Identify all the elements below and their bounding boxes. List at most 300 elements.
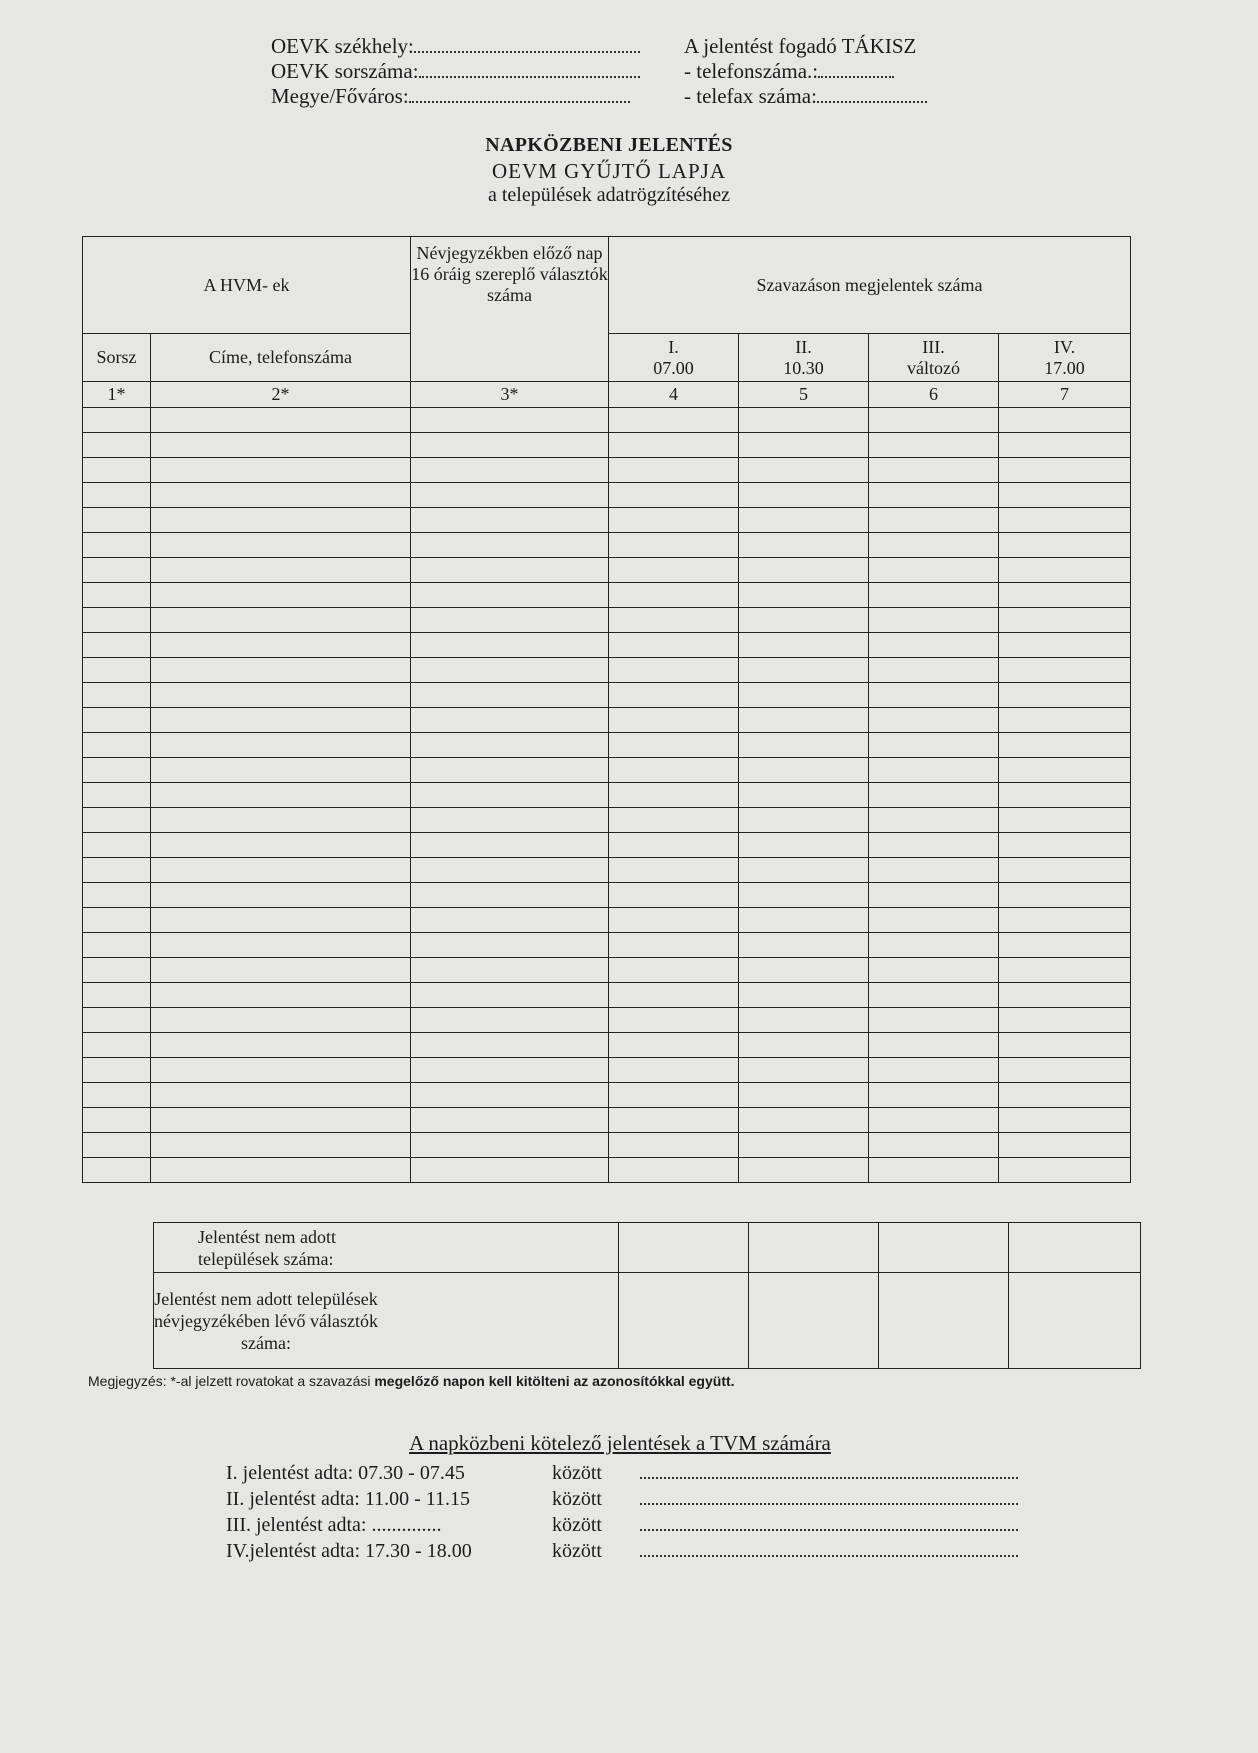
column-number-row — [83, 382, 1131, 408]
table-cell[interactable] — [609, 983, 739, 1008]
table-cell[interactable] — [411, 508, 609, 533]
table-cell[interactable] — [869, 458, 999, 483]
table-cell[interactable] — [411, 1083, 609, 1108]
period-3-header — [869, 334, 999, 382]
table-cell[interactable] — [151, 1108, 411, 1133]
table-cell[interactable] — [609, 433, 739, 458]
table-cell[interactable] — [151, 983, 411, 1008]
table-cell[interactable] — [609, 833, 739, 858]
table-cell[interactable] — [609, 533, 739, 558]
table-cell[interactable] — [999, 458, 1131, 483]
table-cell[interactable] — [609, 458, 739, 483]
table-cell[interactable] — [411, 1133, 609, 1158]
table-cell[interactable] — [151, 783, 411, 808]
table-row — [83, 1108, 1131, 1133]
table-cell[interactable] — [83, 483, 151, 508]
table-cell[interactable] — [869, 833, 999, 858]
tvm-title: A napközbeni kötelező jelentések a TVM számára — [409, 1431, 831, 1455]
table-cell[interactable] — [83, 1158, 151, 1183]
table-cell[interactable] — [609, 608, 739, 633]
table-row — [83, 908, 1131, 933]
table-cell[interactable] — [739, 583, 869, 608]
table-row — [83, 933, 1131, 958]
tvm-row-label: III. jelentést adta: .............. — [226, 1514, 442, 1536]
table-cell[interactable] — [411, 983, 609, 1008]
szavazason-header: Szavazáson megjelentek száma — [609, 237, 1131, 334]
tvm-list — [226, 1460, 1018, 1564]
table-cell[interactable] — [151, 758, 411, 783]
table-cell[interactable] — [411, 958, 609, 983]
table-cell[interactable] — [869, 733, 999, 758]
note-label: Megjegyzés: — [88, 1373, 167, 1389]
table-cell[interactable] — [609, 508, 739, 533]
table-cell[interactable] — [411, 933, 609, 958]
col-number: 5 — [739, 382, 869, 408]
table-cell[interactable] — [83, 1083, 151, 1108]
table-cell[interactable] — [869, 608, 999, 633]
footer-cell[interactable] — [749, 1273, 879, 1369]
table-cell[interactable] — [869, 783, 999, 808]
footer-cell[interactable] — [879, 1223, 1009, 1273]
table-cell[interactable] — [411, 733, 609, 758]
table-cell[interactable] — [609, 558, 739, 583]
col-number: 2* — [151, 382, 411, 408]
table-cell[interactable] — [999, 683, 1131, 708]
megye-label: Megye/Főváros: — [271, 84, 409, 108]
table-cell[interactable] — [83, 533, 151, 558]
table-row — [83, 708, 1131, 733]
table-cell[interactable] — [151, 608, 411, 633]
table-cell[interactable] — [739, 658, 869, 683]
table-cell[interactable] — [411, 683, 609, 708]
footer-row — [154, 1223, 1141, 1273]
oevk-szekhely-field[interactable] — [414, 50, 640, 53]
table-cell[interactable] — [609, 1058, 739, 1083]
table-cell[interactable] — [869, 1133, 999, 1158]
table-cell[interactable] — [869, 1058, 999, 1083]
table-cell[interactable] — [151, 508, 411, 533]
table-cell[interactable] — [151, 658, 411, 683]
table-cell[interactable] — [739, 983, 869, 1008]
table-cell[interactable] — [411, 708, 609, 733]
note-text: *-al jelzett rovatokat a szavazási — [170, 1373, 371, 1389]
table-cell[interactable] — [869, 533, 999, 558]
table-cell[interactable] — [609, 1133, 739, 1158]
table-row — [83, 733, 1131, 758]
table-cell[interactable] — [609, 683, 739, 708]
tvm-row — [226, 1486, 1018, 1512]
table-cell[interactable] — [999, 608, 1131, 633]
table-cell[interactable] — [609, 658, 739, 683]
table-cell[interactable] — [609, 1083, 739, 1108]
table-cell[interactable] — [411, 558, 609, 583]
table-cell[interactable] — [411, 883, 609, 908]
table-cell[interactable] — [609, 808, 739, 833]
table-cell[interactable] — [411, 833, 609, 858]
tvm-row-field[interactable] — [640, 1538, 1018, 1557]
col-number: 7 — [999, 382, 1131, 408]
table-cell[interactable] — [739, 683, 869, 708]
table-cell[interactable] — [739, 1008, 869, 1033]
table-cell[interactable] — [739, 633, 869, 658]
table-cell[interactable] — [151, 733, 411, 758]
table-cell[interactable] — [999, 483, 1131, 508]
table-cell[interactable] — [739, 1158, 869, 1183]
table-cell[interactable] — [999, 883, 1131, 908]
table-cell[interactable] — [869, 583, 999, 608]
table-cell[interactable] — [151, 1083, 411, 1108]
tvm-row — [226, 1460, 1018, 1486]
table-cell[interactable] — [999, 908, 1131, 933]
table-cell[interactable] — [151, 1133, 411, 1158]
table-cell[interactable] — [411, 633, 609, 658]
table-cell[interactable] — [151, 483, 411, 508]
table-cell[interactable] — [411, 1033, 609, 1058]
table-cell[interactable] — [411, 758, 609, 783]
telefax-field[interactable] — [817, 100, 927, 103]
table-cell[interactable] — [999, 433, 1131, 458]
table-cell[interactable] — [83, 883, 151, 908]
table-cell[interactable] — [83, 708, 151, 733]
oevk-szekhely-label: OEVK székhely: — [271, 34, 414, 58]
table-cell[interactable] — [999, 758, 1131, 783]
table-cell[interactable] — [151, 1008, 411, 1033]
table-cell[interactable] — [83, 408, 151, 433]
table-cell[interactable] — [609, 1158, 739, 1183]
table-cell[interactable] — [999, 783, 1131, 808]
footer-table — [153, 1222, 1141, 1369]
table-cell[interactable] — [151, 933, 411, 958]
table-row — [83, 583, 1131, 608]
table-row — [83, 833, 1131, 858]
hvm-header: A HVM- ek — [83, 237, 411, 334]
table-cell[interactable] — [151, 958, 411, 983]
note — [88, 1373, 735, 1389]
table-cell[interactable] — [411, 858, 609, 883]
period-time: változó — [907, 357, 960, 378]
tvm-row-label: IV.jelentést adta: 17.30 - 18.00 — [226, 1540, 472, 1562]
table-cell[interactable] — [609, 858, 739, 883]
table-cell[interactable] — [609, 408, 739, 433]
table-cell[interactable] — [739, 933, 869, 958]
table-row — [83, 1033, 1131, 1058]
table-cell[interactable] — [869, 983, 999, 1008]
tvm-row-label: II. jelentést adta: 11.00 - 11.15 — [226, 1488, 471, 1510]
table-cell[interactable] — [999, 508, 1131, 533]
table-cell[interactable] — [869, 683, 999, 708]
cime-header: Címe, telefonszáma — [151, 334, 411, 382]
telefonszama-label: - telefonszáma.: — [684, 59, 819, 83]
table-cell[interactable] — [739, 958, 869, 983]
table-cell[interactable] — [869, 558, 999, 583]
table-cell[interactable] — [739, 708, 869, 733]
col-number: 4 — [609, 382, 739, 408]
table-cell[interactable] — [83, 958, 151, 983]
table-cell[interactable] — [609, 1033, 739, 1058]
table-cell[interactable] — [739, 458, 869, 483]
table-cell[interactable] — [151, 683, 411, 708]
table-row — [83, 458, 1131, 483]
table-cell[interactable] — [609, 483, 739, 508]
table-cell[interactable] — [869, 1158, 999, 1183]
table-cell[interactable] — [999, 808, 1131, 833]
table-cell[interactable] — [609, 633, 739, 658]
table-cell[interactable] — [151, 1158, 411, 1183]
table-cell[interactable] — [83, 1033, 151, 1058]
table-cell[interactable] — [151, 583, 411, 608]
footer-cell[interactable] — [1009, 1223, 1141, 1273]
table-cell[interactable] — [999, 1008, 1131, 1033]
tvm-title-wrap — [0, 1431, 1240, 1456]
table-cell[interactable] — [609, 708, 739, 733]
oevk-sorszama-field[interactable] — [419, 75, 640, 78]
table-row — [83, 1133, 1131, 1158]
table-cell[interactable] — [609, 883, 739, 908]
table-cell[interactable] — [999, 858, 1131, 883]
table-row — [83, 1083, 1131, 1108]
table-cell[interactable] — [739, 533, 869, 558]
tvm-row-label: I. jelentést adta: 07.30 - 07.45 — [226, 1462, 465, 1484]
table-cell[interactable] — [151, 433, 411, 458]
table-cell[interactable] — [609, 783, 739, 808]
table-cell[interactable] — [411, 458, 609, 483]
table-cell[interactable] — [83, 1108, 151, 1133]
table-cell[interactable] — [739, 883, 869, 908]
table-cell[interactable] — [999, 633, 1131, 658]
table-cell[interactable] — [869, 508, 999, 533]
table-cell[interactable] — [83, 1058, 151, 1083]
table-cell[interactable] — [739, 808, 869, 833]
table-cell[interactable] — [83, 758, 151, 783]
table-row — [83, 1058, 1131, 1083]
table-cell[interactable] — [869, 1008, 999, 1033]
table-cell[interactable] — [869, 958, 999, 983]
table-cell[interactable] — [869, 1108, 999, 1133]
table-cell[interactable] — [609, 933, 739, 958]
table-cell[interactable] — [151, 408, 411, 433]
table-cell[interactable] — [739, 1083, 869, 1108]
table-cell[interactable] — [609, 733, 739, 758]
table-cell[interactable] — [739, 733, 869, 758]
table-cell[interactable] — [151, 883, 411, 908]
table-cell[interactable] — [151, 833, 411, 858]
table-cell[interactable] — [739, 833, 869, 858]
table-cell[interactable] — [999, 1133, 1131, 1158]
table-cell[interactable] — [411, 808, 609, 833]
table-cell[interactable] — [739, 1058, 869, 1083]
table-cell[interactable] — [151, 858, 411, 883]
table-cell[interactable] — [83, 783, 151, 808]
takisz-label: A jelentést fogadó TÁKISZ — [684, 34, 917, 58]
table-cell[interactable] — [609, 958, 739, 983]
table-row — [83, 608, 1131, 633]
period-roman: III. — [922, 336, 945, 357]
table-cell[interactable] — [411, 608, 609, 633]
table-cell[interactable] — [999, 833, 1131, 858]
table-cell[interactable] — [411, 658, 609, 683]
table-cell[interactable] — [999, 533, 1131, 558]
table-cell[interactable] — [83, 983, 151, 1008]
table-cell[interactable] — [411, 1158, 609, 1183]
table-cell[interactable] — [999, 658, 1131, 683]
table-cell[interactable] — [999, 733, 1131, 758]
footer-cell[interactable] — [1009, 1273, 1141, 1369]
tvm-row-kozott: között — [552, 1488, 602, 1510]
col-number: 3* — [411, 382, 609, 408]
table-cell[interactable] — [83, 833, 151, 858]
table-cell[interactable] — [151, 633, 411, 658]
period-time: 10.30 — [783, 357, 824, 378]
period-4-header — [999, 334, 1131, 382]
table-cell[interactable] — [411, 1058, 609, 1083]
tvm-row — [226, 1538, 1018, 1564]
footer-row — [154, 1273, 1141, 1369]
form-subtitle: OEVM GYŰJTŐ LAPJA — [491, 159, 726, 183]
table-cell[interactable] — [83, 433, 151, 458]
telefonszama-field[interactable] — [818, 75, 894, 78]
table-cell[interactable] — [411, 1108, 609, 1133]
table-cell[interactable] — [869, 708, 999, 733]
table-cell[interactable] — [869, 758, 999, 783]
table-cell[interactable] — [739, 433, 869, 458]
table-cell[interactable] — [739, 858, 869, 883]
oevk-sorszama-label: OEVK sorszáma: — [271, 59, 419, 83]
table-cell[interactable] — [83, 1008, 151, 1033]
table-cell[interactable] — [151, 808, 411, 833]
table-cell[interactable] — [83, 1133, 151, 1158]
table-cell[interactable] — [83, 583, 151, 608]
table-row — [83, 658, 1131, 683]
table-cell[interactable] — [999, 1158, 1131, 1183]
table-cell[interactable] — [411, 1008, 609, 1033]
table-cell[interactable] — [83, 858, 151, 883]
table-cell[interactable] — [739, 758, 869, 783]
table-cell[interactable] — [83, 558, 151, 583]
table-cell[interactable] — [999, 583, 1131, 608]
tvm-row-field[interactable] — [640, 1486, 1018, 1505]
tvm-row-field[interactable] — [640, 1460, 1018, 1479]
table-cell[interactable] — [411, 433, 609, 458]
table-cell[interactable] — [83, 508, 151, 533]
table-row — [83, 558, 1131, 583]
data-table — [82, 236, 1131, 1183]
tvm-row-kozott: között — [552, 1462, 602, 1484]
table-cell[interactable] — [739, 1133, 869, 1158]
table-row — [83, 533, 1131, 558]
table-row — [83, 408, 1131, 433]
table-cell[interactable] — [151, 1033, 411, 1058]
table-cell[interactable] — [999, 933, 1131, 958]
table-cell[interactable] — [869, 633, 999, 658]
table-cell[interactable] — [999, 958, 1131, 983]
table-cell[interactable] — [999, 983, 1131, 1008]
table-cell[interactable] — [739, 1108, 869, 1133]
table-cell[interactable] — [739, 908, 869, 933]
table-cell[interactable] — [83, 808, 151, 833]
table-cell[interactable] — [869, 1083, 999, 1108]
table-cell[interactable] — [999, 408, 1131, 433]
table-cell[interactable] — [999, 1083, 1131, 1108]
table-cell[interactable] — [411, 583, 609, 608]
table-cell[interactable] — [411, 783, 609, 808]
table-cell[interactable] — [609, 758, 739, 783]
table-cell[interactable] — [609, 1108, 739, 1133]
table-cell[interactable] — [739, 608, 869, 633]
period-roman: I. — [668, 336, 679, 357]
table-cell[interactable] — [869, 658, 999, 683]
table-cell[interactable] — [869, 408, 999, 433]
table-cell[interactable] — [999, 1058, 1131, 1083]
footer-cell[interactable] — [619, 1223, 749, 1273]
table-cell[interactable] — [999, 708, 1131, 733]
table-cell[interactable] — [411, 533, 609, 558]
table-cell[interactable] — [869, 808, 999, 833]
table-cell[interactable] — [83, 683, 151, 708]
table-cell[interactable] — [739, 783, 869, 808]
table-cell[interactable] — [869, 858, 999, 883]
table-cell[interactable] — [609, 1008, 739, 1033]
table-row — [83, 758, 1131, 783]
table-cell[interactable] — [869, 483, 999, 508]
table-cell[interactable] — [83, 658, 151, 683]
table-cell[interactable] — [151, 1058, 411, 1083]
table-cell[interactable] — [869, 908, 999, 933]
table-cell[interactable] — [83, 458, 151, 483]
table-cell[interactable] — [609, 908, 739, 933]
table-cell[interactable] — [739, 1033, 869, 1058]
form-title: NAPKÖZBENI JELENTÉS — [485, 134, 733, 156]
table-cell[interactable] — [83, 733, 151, 758]
table-cell[interactable] — [151, 533, 411, 558]
footer-cell[interactable] — [749, 1223, 879, 1273]
table-cell[interactable] — [999, 1033, 1131, 1058]
tvm-row-field[interactable] — [640, 1512, 1018, 1531]
table-cell[interactable] — [739, 558, 869, 583]
table-row — [83, 1008, 1131, 1033]
table-cell[interactable] — [411, 408, 609, 433]
megye-field[interactable] — [409, 100, 630, 103]
table-cell[interactable] — [83, 933, 151, 958]
table-cell[interactable] — [411, 483, 609, 508]
table-cell[interactable] — [739, 483, 869, 508]
table-cell[interactable] — [999, 1108, 1131, 1133]
table-cell[interactable] — [83, 633, 151, 658]
table-cell[interactable] — [151, 458, 411, 483]
table-cell[interactable] — [609, 583, 739, 608]
table-cell[interactable] — [83, 608, 151, 633]
table-cell[interactable] — [869, 433, 999, 458]
table-cell[interactable] — [869, 933, 999, 958]
footer-cell[interactable] — [619, 1273, 749, 1369]
table-cell[interactable] — [151, 708, 411, 733]
table-cell[interactable] — [151, 908, 411, 933]
table-cell[interactable] — [869, 1033, 999, 1058]
period-roman: IV. — [1053, 336, 1076, 357]
table-cell[interactable] — [739, 508, 869, 533]
table-cell[interactable] — [999, 558, 1131, 583]
table-cell[interactable] — [83, 908, 151, 933]
table-cell[interactable] — [869, 883, 999, 908]
footer-cell[interactable] — [879, 1273, 1009, 1369]
tvm-row-kozott: között — [552, 1514, 602, 1536]
table-cell[interactable] — [411, 908, 609, 933]
col-number: 6 — [869, 382, 999, 408]
table-row — [83, 858, 1131, 883]
table-cell[interactable] — [151, 558, 411, 583]
table-cell[interactable] — [739, 408, 869, 433]
table-row — [83, 433, 1131, 458]
period-1-header — [609, 334, 739, 382]
